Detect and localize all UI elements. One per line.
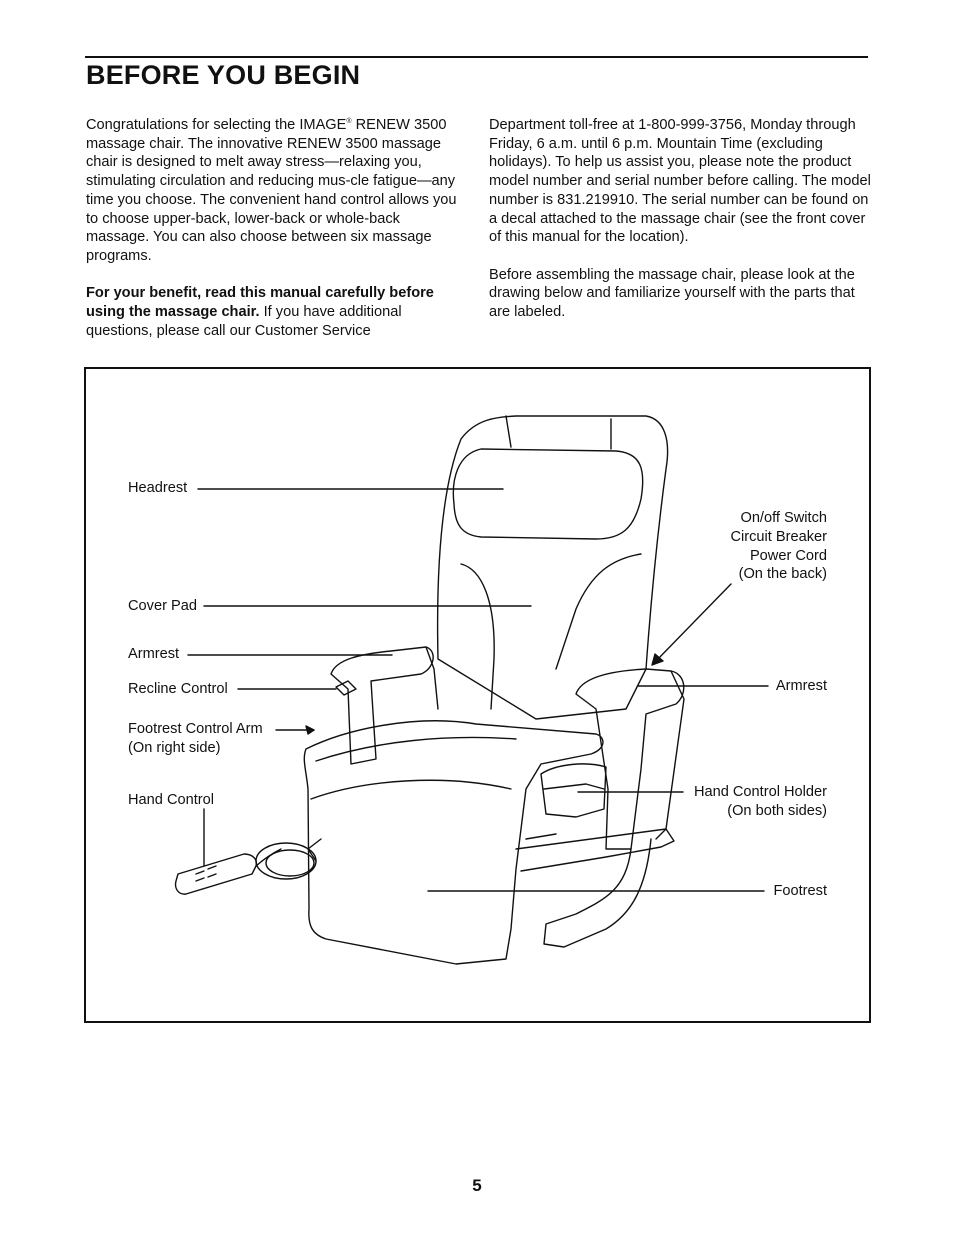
page-title: BEFORE YOU BEGIN [86,60,361,90]
label-footrest-control-arm: Footrest Control Arm [128,721,263,737]
cord-coil [256,843,316,879]
base-foot [544,839,651,947]
read-manual-bold: For your benefit, read this manual carefully before using the massage chair. [86,285,434,321]
label-recline-control: Recline Control [128,681,228,697]
customer-service-paragraph: Department toll-free at 1-800-999-3756, Monday through Friday, 6 a.m. until 6 p.m. Mountain Time (excluding holidays). To help us assist you, please note the product model number and serial number before calling. The model number is 831.219910. The serial number can be found on a decal attached to the massage chair (see the front cover of this manual for the location). [489,117,871,246]
footrest-seam [311,780,511,799]
label-footrest: Footrest [773,883,827,899]
seat-cushion [304,721,603,964]
seat-back [438,416,668,719]
label-onoff-switch: On/off Switch [740,510,827,526]
label-on-both-sides: (On both sides) [727,803,827,819]
read-manual-paragraph: For your benefit, read this manual carefully before using the massage chair. If you have additional questions, please call our Customer Service [86,285,434,339]
headrest-shape [453,449,642,539]
left-column [86,116,466,359]
label-circuit-breaker: Circuit Breaker [730,529,827,545]
label-armrest-right: Armrest [775,678,827,694]
cover-pad-right-seam [556,554,641,669]
right-column [489,116,871,340]
chair-diagram [84,367,871,1023]
label-on-the-back: (On the back) [738,566,827,582]
holder-pocket [541,764,606,817]
armrest-left-shape [331,647,433,764]
label-armrest-left: Armrest [128,646,180,662]
assembly-paragraph: Before assembling the massage chair, please look at the drawing below and familiarize yourself with the parts that are labeled. [489,266,855,321]
label-cover-pad: Cover Pad [128,598,197,614]
page-number: 5 [472,1176,482,1195]
registered-mark: ® [346,118,352,125]
label-headrest: Headrest [128,480,188,496]
label-power-cord: Power Cord [749,548,827,564]
cover-pad-left-seam [461,564,494,709]
label-hand-control-holder: Hand Control Holder [693,784,827,800]
label-hand-control: Hand Control [128,792,214,808]
intro-paragraph: Congratulations for selecting the IMAGE® RENEW 3500 massage chair. The innovative RENEW 3500 massage chair is designed to melt away stress—relaxing you, stimulating circulation and reducing mus-cle fatigue—any time you choose. The convenient hand control allows you to choose upper-back, lower-back or whole-back massage. You can also choose between six massage programs. [86,117,457,264]
leader-onoff [656,584,731,661]
label-footrest-control-arm-note: (On right side) [128,740,221,756]
